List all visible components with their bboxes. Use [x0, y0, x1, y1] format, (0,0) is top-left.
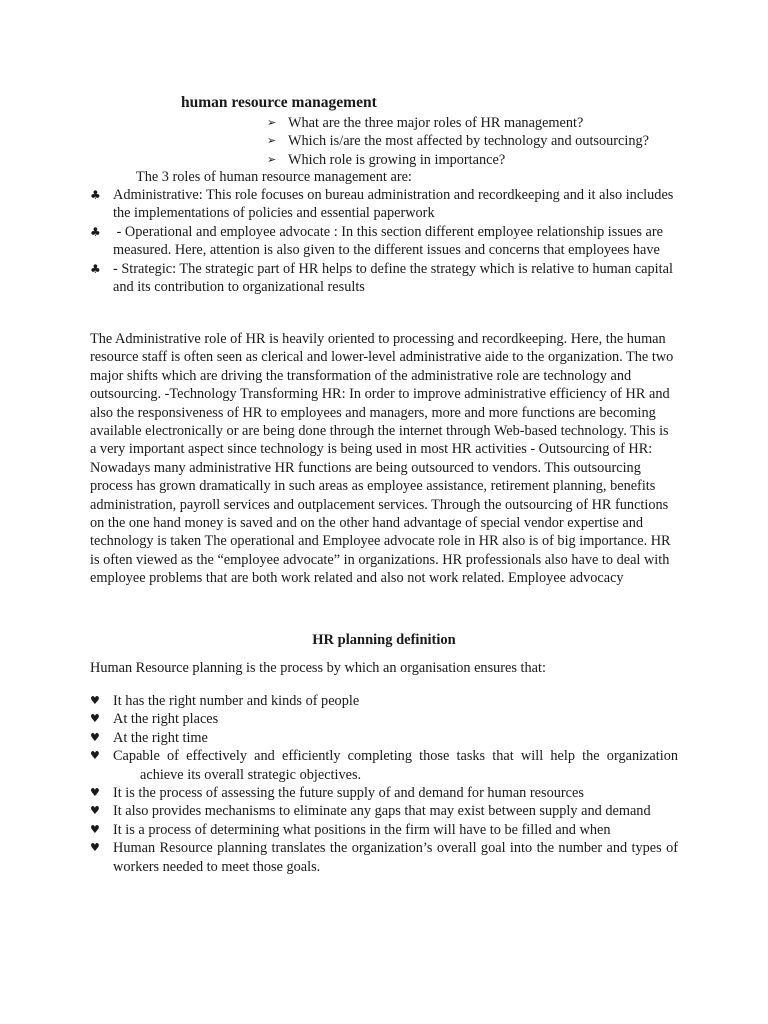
- club-bullet-icon: ♣: [90, 261, 101, 276]
- heart-bullet-icon: ♥: [90, 786, 100, 800]
- body-paragraph: The Administrative role of HR is heavily oriented to processing and recordkeeping. Here, the human resource staff is often seen as clerical and lower-level administrative aide to the organization. The two major shifts which are driving the transformation of the administrative role are technology and outsourcing. -Technology Transforming HR: In order to improve administrative efficiency of HR and also the responsiveness of HR to employees and managers, more and more functions are becoming available electronically or are being done through the internet through Web-based technology. This is a very important aspect since technology is being used in most HR activities - Outsourcing of HR: Nowadays many administrative HR functions are being outsourced to vendors. This outsourcing process has grown dramatically in such areas as employee assistance, retirement planning, benefits administration, payroll services and outplacement services. Through the outsourcing of HR functions on the one hand money is saved and on the other hand advantage of special vendor expertise and technology is taken The operational and Employee advocate role in HR also is of big importance. HR is often viewed as the “employee advocate” in organizations. HR professionals also have to deal with employee problems that are both work related and also not work related. Employee advocacy: [90, 331, 674, 587]
- role-text: - Strategic: The strategic part of HR helps to define the strategy which is relative to human capital and its contribution to organizational results: [113, 260, 673, 296]
- list-item: [90, 747, 678, 784]
- planning-text: At the right places: [113, 711, 219, 728]
- document-title: human resource management: [181, 94, 377, 111]
- list-item: [90, 692, 678, 710]
- list-item: [90, 223, 675, 260]
- planning-intro: Human Resource planning is the process by which an organisation ensures that:: [90, 660, 546, 676]
- list-item: [90, 784, 678, 802]
- question-list: [267, 114, 649, 169]
- heart-bullet-icon: ♥: [90, 804, 100, 818]
- roles-list: [90, 186, 675, 296]
- arrow-bullet-icon: ➢: [267, 134, 277, 148]
- list-item: [90, 260, 675, 297]
- roles-intro: The 3 roles of human resource management are:: [136, 169, 412, 185]
- planning-list: [90, 692, 678, 876]
- list-item: [90, 186, 675, 223]
- planning-text: It has the right number and kinds of people: [113, 693, 360, 709]
- club-bullet-icon: ♣: [90, 224, 101, 239]
- list-item: [90, 821, 678, 839]
- question-text: What are the three major roles of HR management?: [288, 115, 584, 131]
- planning-text: At the right time: [113, 729, 208, 746]
- heart-bullet-icon: ♥: [90, 822, 100, 836]
- planning-text: It also provides mechanisms to eliminate any gaps that may exist between supply and demand: [113, 803, 651, 820]
- role-text: - Operational and employee advocate : In this section different employee relationship issues are measured. Here, attention is also given to the different issues and concerns that employees have: [113, 223, 667, 259]
- heart-bullet-icon: ♥: [90, 730, 100, 744]
- heart-bullet-icon: ♥: [90, 749, 100, 763]
- list-item: [90, 802, 678, 820]
- list-item: [90, 710, 678, 728]
- list-item: [267, 114, 649, 132]
- arrow-bullet-icon: ➢: [267, 116, 277, 129]
- list-item: [90, 729, 678, 747]
- list-item: [267, 132, 649, 150]
- question-text: Which role is growing in importance?: [288, 151, 506, 168]
- section-heading: HR planning definition: [312, 632, 456, 648]
- planning-text: Capable of effectively and efficiently completing those tasks that will help the organization: [113, 748, 678, 765]
- planning-text: It is a process of determining what positions in the firm will have to be filled and when: [113, 821, 611, 838]
- club-bullet-icon: ♣: [90, 188, 101, 202]
- role-text: Administrative: This role focuses on bureau administration and recordkeeping and it also includes the implementations of policies and essential paperwork: [113, 187, 674, 222]
- list-item: [267, 151, 649, 169]
- heart-bullet-icon: ♥: [90, 841, 100, 855]
- planning-text-block: [113, 747, 678, 784]
- heart-bullet-icon: ♥: [90, 712, 100, 726]
- list-item: [90, 839, 678, 876]
- arrow-bullet-icon: ➢: [267, 152, 277, 166]
- planning-text-continuation: achieve its overall strategic objectives.: [140, 766, 362, 783]
- planning-text: It is the process of assessing the future supply of and demand for human resources: [113, 785, 584, 802]
- question-text: Which is/are the most affected by technology and outsourcing?: [288, 133, 650, 150]
- planning-text: Human Resource planning translates the organization’s overall goal into the number and types of workers needed to meet those goals.: [113, 840, 678, 875]
- heart-bullet-icon: ♥: [90, 694, 100, 707]
